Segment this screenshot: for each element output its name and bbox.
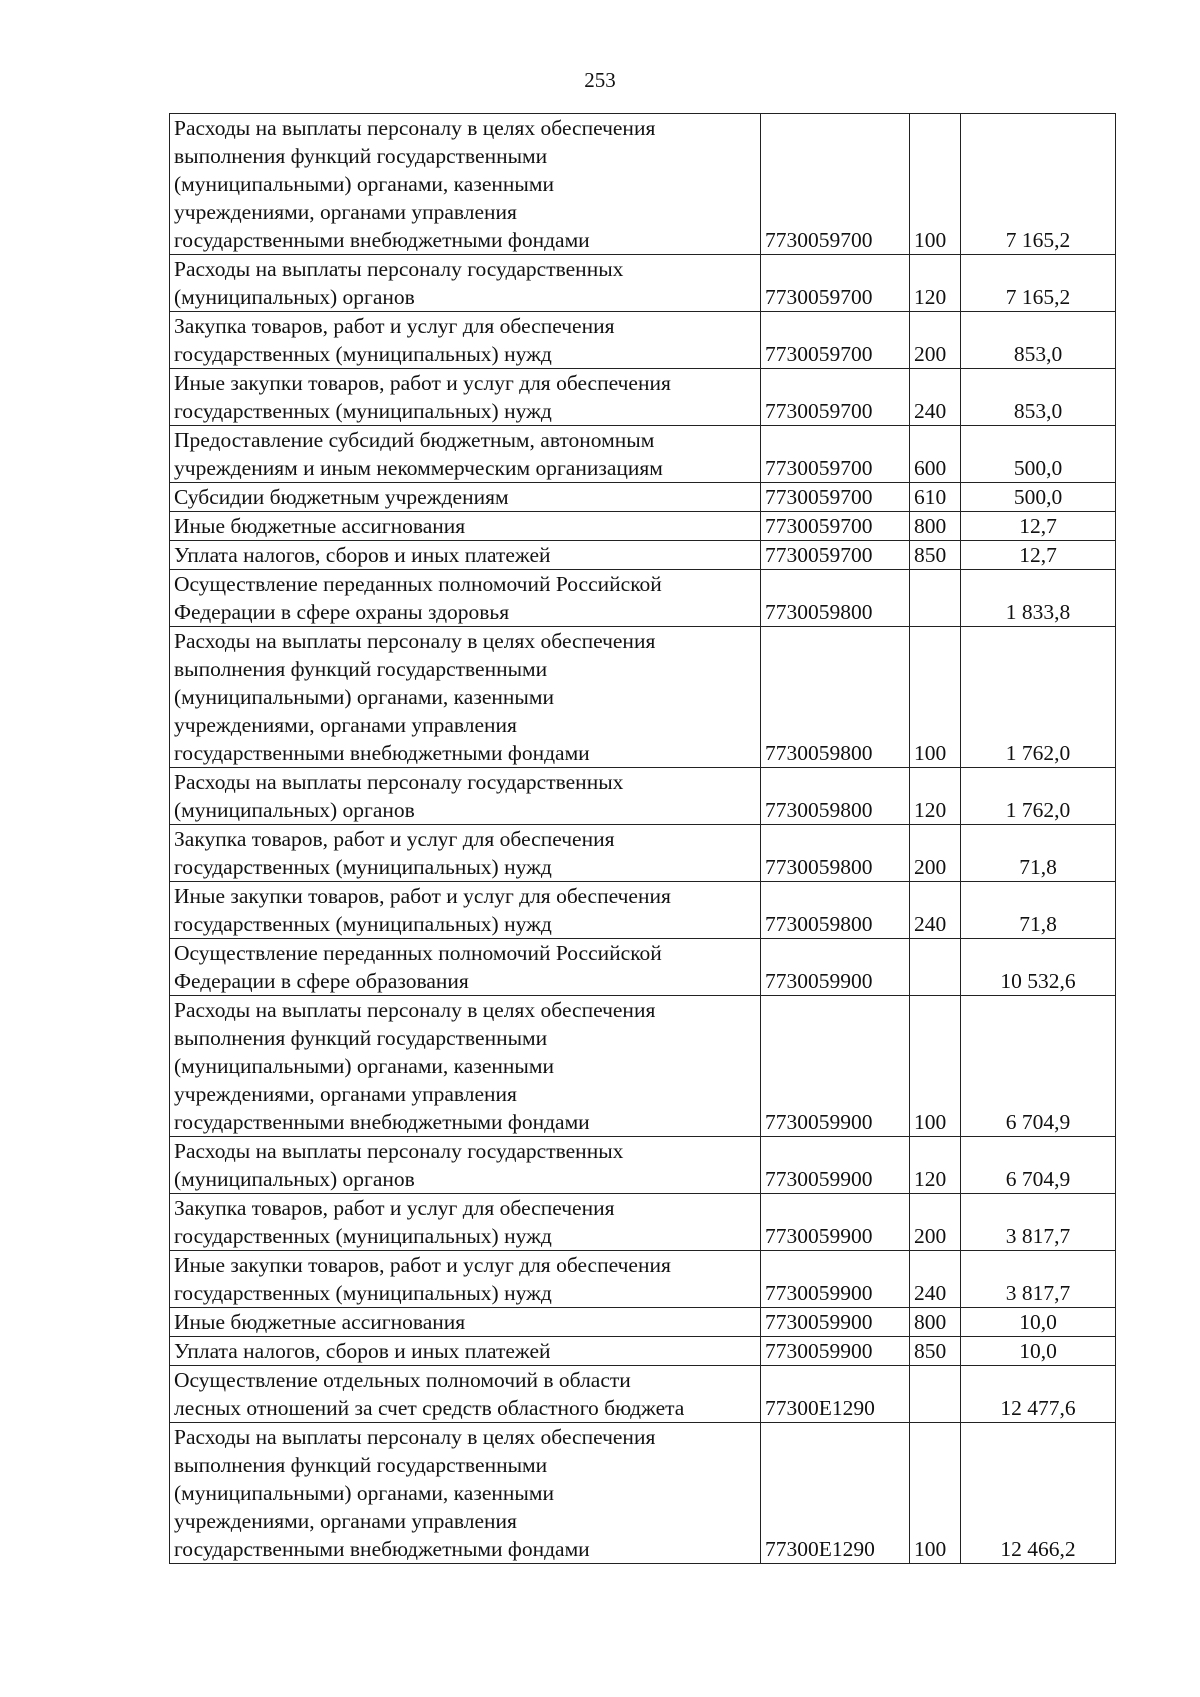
expense-name-line: Расходы на выплаты персоналу в целях обеспечения <box>174 629 656 653</box>
target-article-code-cell: 7730059700 <box>761 512 910 541</box>
expense-name-line: государственных (муниципальных) нужд <box>174 912 552 936</box>
target-article-code-cell: 7730059900 <box>761 1137 910 1194</box>
expense-type-code-cell: 240 <box>910 369 961 426</box>
amount-cell: 3 817,7 <box>961 1194 1116 1251</box>
expense-name-cell <box>170 312 761 369</box>
amount-cell: 500,0 <box>961 426 1116 483</box>
expense-name-line: Осуществление отдельных полномочий в области <box>174 1368 631 1392</box>
amount-cell: 853,0 <box>961 369 1116 426</box>
table-row <box>170 1308 1116 1337</box>
expense-name-cell <box>170 570 761 627</box>
expense-name-line: государственных (муниципальных) нужд <box>174 1281 552 1305</box>
expense-name-line: государственных (муниципальных) нужд <box>174 399 552 423</box>
table-row <box>170 541 1116 570</box>
expense-name-cell <box>170 1137 761 1194</box>
expense-name-cell <box>170 939 761 996</box>
expense-type-code-cell: 240 <box>910 882 961 939</box>
target-article-code-cell: 7730059900 <box>761 939 910 996</box>
target-article-code-cell: 7730059900 <box>761 1308 910 1337</box>
expense-name-line: государственных (муниципальных) нужд <box>174 342 552 366</box>
amount-cell: 71,8 <box>961 882 1116 939</box>
expense-name-line: Иные бюджетные ассигнования <box>174 514 466 538</box>
expense-name-line: выполнения функций государственными <box>174 1453 548 1477</box>
expense-name-line: государственными внебюджетными фондами <box>174 1537 590 1561</box>
expense-name-line: Иные бюджетные ассигнования <box>174 1310 466 1334</box>
expense-name-cell <box>170 882 761 939</box>
expense-name-line: Уплата налогов, сборов и иных платежей <box>174 1339 551 1363</box>
target-article-code-cell: 7730059700 <box>761 255 910 312</box>
amount-cell: 12,7 <box>961 541 1116 570</box>
target-article-code-cell: 7730059700 <box>761 541 910 570</box>
table-row <box>170 369 1116 426</box>
amount-cell: 7 165,2 <box>961 114 1116 255</box>
target-article-code-cell: 7730059700 <box>761 312 910 369</box>
expense-name-line: государственных (муниципальных) нужд <box>174 855 552 879</box>
expense-name-line: Закупка товаров, работ и услуг для обеспечения <box>174 1196 615 1220</box>
expense-type-code-cell: 100 <box>910 996 961 1137</box>
expense-name-cell <box>170 114 761 255</box>
target-article-code-cell: 77300Е1290 <box>761 1423 910 1564</box>
amount-cell: 10,0 <box>961 1337 1116 1366</box>
expense-name-cell <box>170 1423 761 1564</box>
expense-type-code-cell: 120 <box>910 768 961 825</box>
page-number: 253 <box>584 68 616 92</box>
amount-cell: 12 477,6 <box>961 1366 1116 1423</box>
expense-name-line: Осуществление переданных полномочий Российской <box>174 572 662 596</box>
expense-name-line: выполнения функций государственными <box>174 144 548 168</box>
expense-type-code-cell: 120 <box>910 255 961 312</box>
expense-name-cell <box>170 627 761 768</box>
expense-name-cell <box>170 369 761 426</box>
table-row <box>170 114 1116 255</box>
budget-table <box>169 113 1116 1564</box>
expense-name-line: (муниципальными) органами, казенными <box>174 1054 554 1078</box>
amount-cell: 10,0 <box>961 1308 1116 1337</box>
table-row <box>170 627 1116 768</box>
expense-type-code-cell: 600 <box>910 426 961 483</box>
expense-type-code-cell: 100 <box>910 627 961 768</box>
target-article-code-cell: 7730059800 <box>761 882 910 939</box>
target-article-code-cell: 7730059800 <box>761 570 910 627</box>
budget-table-body <box>170 114 1116 1564</box>
expense-name-cell <box>170 483 761 512</box>
table-row <box>170 882 1116 939</box>
expense-name-line: Иные закупки товаров, работ и услуг для обеспечения <box>174 371 671 395</box>
target-article-code-cell: 7730059700 <box>761 426 910 483</box>
expense-type-code-cell: 800 <box>910 1308 961 1337</box>
table-row <box>170 1366 1116 1423</box>
expense-name-line: Расходы на выплаты персоналу государственных <box>174 770 624 794</box>
expense-type-code-cell <box>910 1366 961 1423</box>
expense-type-code-cell: 200 <box>910 1194 961 1251</box>
expense-name-line: Расходы на выплаты персоналу государственных <box>174 257 624 281</box>
expense-name-line: Закупка товаров, работ и услуг для обеспечения <box>174 827 615 851</box>
expense-name-line: (муниципальных) органов <box>174 1167 415 1191</box>
expense-name-line: Иные закупки товаров, работ и услуг для обеспечения <box>174 1253 671 1277</box>
expense-type-code-cell: 800 <box>910 512 961 541</box>
target-article-code-cell: 77300Е1290 <box>761 1366 910 1423</box>
expense-name-line: Расходы на выплаты персоналу государственных <box>174 1139 624 1163</box>
amount-cell: 12 466,2 <box>961 1423 1116 1564</box>
target-article-code-cell: 7730059700 <box>761 369 910 426</box>
expense-name-line: (муниципальных) органов <box>174 798 415 822</box>
amount-cell: 12,7 <box>961 512 1116 541</box>
target-article-code-cell: 7730059800 <box>761 825 910 882</box>
amount-cell: 10 532,6 <box>961 939 1116 996</box>
expense-name-line: Расходы на выплаты персоналу в целях обеспечения <box>174 1425 656 1449</box>
expense-name-line: государственными внебюджетными фондами <box>174 1110 590 1134</box>
expense-name-cell <box>170 426 761 483</box>
expense-name-line: Осуществление переданных полномочий Российской <box>174 941 662 965</box>
expense-name-line: (муниципальными) органами, казенными <box>174 685 554 709</box>
expense-name-line: Субсидии бюджетным учреждениям <box>174 485 509 509</box>
expense-name-cell <box>170 1308 761 1337</box>
expense-name-cell <box>170 255 761 312</box>
expense-name-line: (муниципальными) органами, казенными <box>174 1481 554 1505</box>
target-article-code-cell: 7730059900 <box>761 1251 910 1308</box>
expense-type-code-cell: 240 <box>910 1251 961 1308</box>
expense-name-line: учреждениями, органами управления <box>174 1509 517 1533</box>
amount-cell: 3 817,7 <box>961 1251 1116 1308</box>
table-row <box>170 483 1116 512</box>
expense-type-code-cell: 610 <box>910 483 961 512</box>
expense-type-code-cell: 200 <box>910 825 961 882</box>
target-article-code-cell: 7730059900 <box>761 1194 910 1251</box>
target-article-code-cell: 7730059800 <box>761 768 910 825</box>
table-row <box>170 1251 1116 1308</box>
expense-type-code-cell: 850 <box>910 541 961 570</box>
expense-name-line: выполнения функций государственными <box>174 657 548 681</box>
table-row <box>170 312 1116 369</box>
amount-cell: 71,8 <box>961 825 1116 882</box>
expense-name-line: выполнения функций государственными <box>174 1026 548 1050</box>
expense-name-cell <box>170 1366 761 1423</box>
expense-name-line: Расходы на выплаты персоналу в целях обеспечения <box>174 116 656 140</box>
table-row <box>170 939 1116 996</box>
table-row <box>170 1194 1116 1251</box>
expense-name-line: (муниципальными) органами, казенными <box>174 172 554 196</box>
expense-type-code-cell <box>910 570 961 627</box>
table-row <box>170 1337 1116 1366</box>
expense-name-line: учреждениями, органами управления <box>174 200 517 224</box>
amount-cell: 7 165,2 <box>961 255 1116 312</box>
expense-name-line: Иные закупки товаров, работ и услуг для обеспечения <box>174 884 671 908</box>
expense-name-line: учреждениями, органами управления <box>174 1082 517 1106</box>
expense-type-code-cell: 200 <box>910 312 961 369</box>
expense-name-cell <box>170 512 761 541</box>
expense-name-cell <box>170 996 761 1137</box>
expense-name-cell <box>170 768 761 825</box>
target-article-code-cell: 7730059700 <box>761 114 910 255</box>
table-row <box>170 426 1116 483</box>
target-article-code-cell: 7730059900 <box>761 996 910 1137</box>
expense-name-cell <box>170 1194 761 1251</box>
target-article-code-cell: 7730059700 <box>761 483 910 512</box>
table-row <box>170 255 1116 312</box>
expense-name-cell <box>170 825 761 882</box>
table-row <box>170 768 1116 825</box>
table-row <box>170 1423 1116 1564</box>
amount-cell: 1 833,8 <box>961 570 1116 627</box>
amount-cell: 500,0 <box>961 483 1116 512</box>
expense-name-line: Расходы на выплаты персоналу в целях обеспечения <box>174 998 656 1022</box>
amount-cell: 853,0 <box>961 312 1116 369</box>
target-article-code-cell: 7730059900 <box>761 1337 910 1366</box>
target-article-code-cell: 7730059800 <box>761 627 910 768</box>
amount-cell: 1 762,0 <box>961 627 1116 768</box>
expense-type-code-cell: 100 <box>910 1423 961 1564</box>
expense-type-code-cell <box>910 939 961 996</box>
expense-name-cell <box>170 541 761 570</box>
table-row <box>170 570 1116 627</box>
expense-name-line: Уплата налогов, сборов и иных платежей <box>174 543 551 567</box>
amount-cell: 1 762,0 <box>961 768 1116 825</box>
amount-cell: 6 704,9 <box>961 1137 1116 1194</box>
expense-name-line: государственными внебюджетными фондами <box>174 741 590 765</box>
table-row <box>170 996 1116 1137</box>
expense-name-line: Федерации в сфере образования <box>174 969 469 993</box>
expense-name-line: Закупка товаров, работ и услуг для обеспечения <box>174 314 615 338</box>
expense-type-code-cell: 100 <box>910 114 961 255</box>
amount-cell: 6 704,9 <box>961 996 1116 1137</box>
expense-name-line: Федерации в сфере охраны здоровья <box>174 600 510 624</box>
expense-type-code-cell: 120 <box>910 1137 961 1194</box>
expense-name-line: учреждениям и иным некоммерческим организациям <box>174 456 663 480</box>
table-row <box>170 512 1116 541</box>
expense-name-line: лесных отношений за счет средств областного бюджета <box>174 1396 685 1420</box>
table-row <box>170 1137 1116 1194</box>
expense-name-line: учреждениями, органами управления <box>174 713 517 737</box>
table-row <box>170 825 1116 882</box>
expense-name-cell <box>170 1337 761 1366</box>
expense-name-line: государственными внебюджетными фондами <box>174 228 590 252</box>
expense-name-line: Предоставление субсидий бюджетным, автономным <box>174 428 655 452</box>
expense-type-code-cell: 850 <box>910 1337 961 1366</box>
expense-name-line: (муниципальных) органов <box>174 285 415 309</box>
expense-name-cell <box>170 1251 761 1308</box>
expense-name-line: государственных (муниципальных) нужд <box>174 1224 552 1248</box>
